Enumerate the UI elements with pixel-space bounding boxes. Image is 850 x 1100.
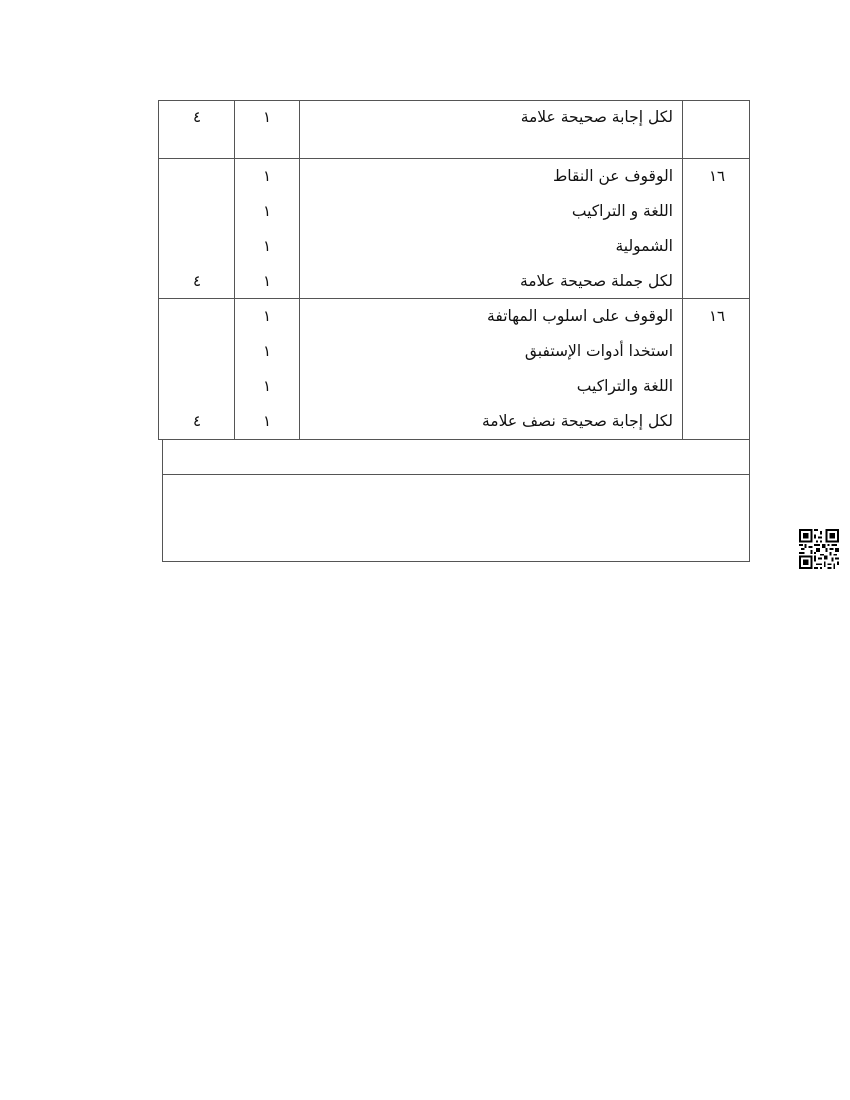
marking-table [158,100,750,440]
question-number: ١٦ [708,307,726,325]
criterion-mark: ١ [262,167,272,185]
criterion-mark: ١ [262,108,272,126]
criterion-mark: ١ [262,377,272,395]
criterion-mark: ١ [262,272,272,290]
column-divider [234,101,235,439]
criterion-text: الوقوف على اسلوب المهاتفة [487,307,673,325]
criterion-text: لكل جملة صحيحة علامة [519,272,673,290]
criterion-mark: ١ [262,342,272,360]
criterion-text: اللغة و التراكيب [571,202,673,220]
question-total: ٤ [192,108,202,126]
question-number: ١٦ [708,167,726,185]
column-divider [299,101,300,439]
criterion-text: لكل إجابة صحيحة علامة [520,108,673,126]
criterion-text: اللغة والتراكيب [576,377,673,395]
criterion-mark: ١ [262,412,272,430]
row-divider [159,298,749,299]
criterion-text: الوقوف عن النقاط [552,167,673,185]
criterion-text: استخدا أدوات الإستفبق [524,342,673,360]
row-divider [159,158,749,159]
question-total: ٤ [192,272,202,290]
column-divider [682,101,683,439]
qr-code-icon [799,529,839,569]
criterion-mark: ١ [262,237,272,255]
criterion-text: الشمولية [615,237,673,255]
question-total: ٤ [192,412,202,430]
empty-box [162,439,750,475]
empty-box [162,474,750,562]
criterion-mark: ١ [262,307,272,325]
criterion-mark: ١ [262,202,272,220]
criterion-text: لكل إجابة صحيحة نصف علامة [481,412,673,430]
